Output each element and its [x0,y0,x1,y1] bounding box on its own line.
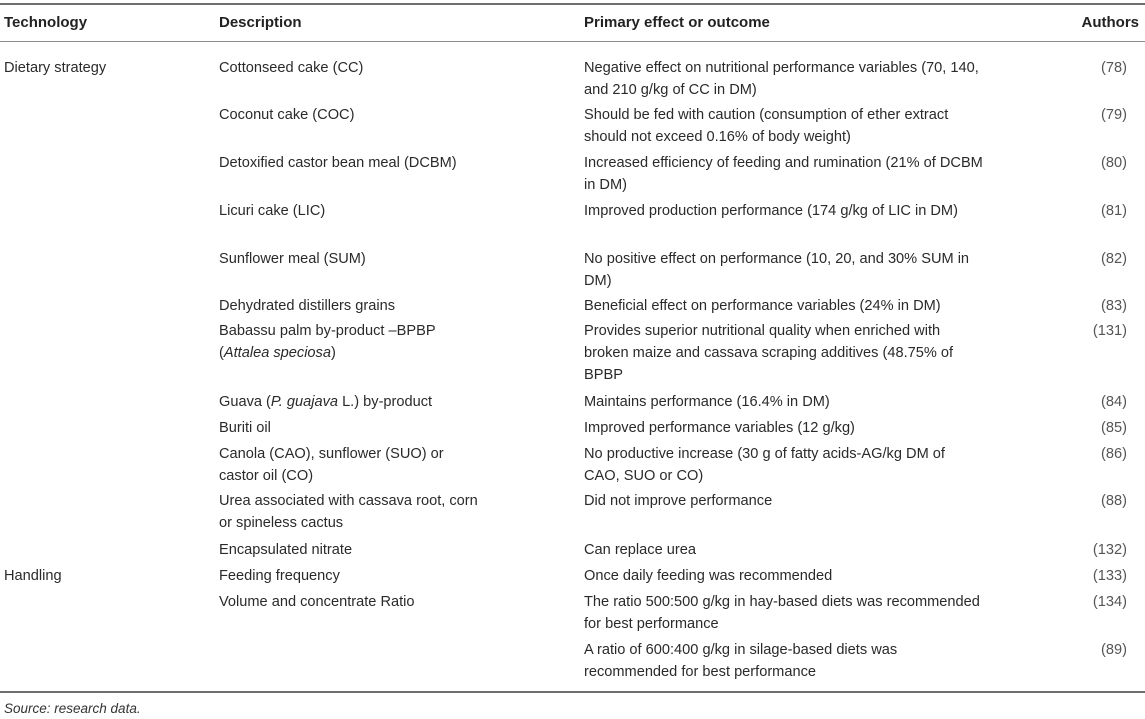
row-13-description: Volume and concentrate Ratio [219,594,415,610]
row-13-effect: The ratio 500:500 g/kg in hay-based diets was recommended for best performance [584,594,980,632]
row-3-author: (81) [1101,203,1127,219]
row-1-author: (79) [1101,107,1127,123]
row-6-description-species: Attalea speciosa [223,345,331,361]
row-6-author: (131) [1092,323,1127,339]
row-1-description: Coconut cake (COC) [219,107,355,123]
row-6-description-main: Babassu palm by-product –BPBP [219,323,436,339]
row-12-author: (133) [1092,568,1127,584]
row-3-effect: Improved production performance (174 g/kg of LIC in DM) [584,203,958,219]
row-8-effect: Improved performance variables (12 g/kg) [584,420,855,436]
row-12-description: Feeding frequency [219,568,340,584]
row-7-effect: Maintains performance (16.4% in DM) [584,394,830,410]
row-0-description: Cottonseed cake (CC) [219,60,364,76]
row-8-description: Buriti oil [219,420,271,436]
header-description: Description [219,14,302,31]
row-9-author: (86) [1101,446,1127,462]
row-9-effect: No productive increase (30 g of fatty acids-AG/kg DM of CAO, SUO or CO) [584,446,945,484]
row-14-effect: A ratio of 600:400 g/kg in silage-based diets was recommended for best performance [584,642,898,680]
table-bottom-rule [0,691,1145,693]
row-2-effect: Increased efficiency of feeding and rumination (21% of DCBM in DM) [584,155,983,193]
row-11-effect: Can replace urea [584,542,696,558]
header-rule [0,41,1145,42]
row-0-author: (78) [1101,60,1127,76]
row-4-effect: No positive effect on performance (10, 20, and 30% SUM in DM) [584,251,970,289]
row-0-technology: Dietary strategy [4,60,107,76]
row-12-technology: Handling [4,568,62,584]
row-6-effect: Provides superior nutritional quality when enriched with broken maize and cassava scraping additives (48.75% of BPBP [584,323,954,383]
row-11-author: (132) [1092,542,1127,558]
row-5-effect: Beneficial effect on performance variables (24% in DM) [584,298,941,314]
header-effect: Primary effect or outcome [584,14,770,31]
header-authors: Authors [1081,14,1139,31]
row-7-description-c: L.) by-product [338,394,433,410]
row-4-description: Sunflower meal (SUM) [219,251,366,267]
row-7-description [219,391,569,413]
row-7-author: (84) [1101,394,1127,410]
row-10-author: (88) [1101,493,1127,509]
row-4-author: (82) [1101,251,1127,267]
row-5-author: (83) [1101,298,1127,314]
row-0-effect: Negative effect on nutritional performance variables (70, 140, and 210 g/kg of CC in DM) [584,60,979,98]
row-11-description: Encapsulated nitrate [219,542,353,558]
row-6-description: Babassu palm by-product –BPBP (Attalea speciosa) [219,323,436,361]
table-top-rule [0,3,1145,5]
row-10-effect: Did not improve performance [584,493,773,509]
row-5-description: Dehydrated distillers grains [219,298,396,314]
row-7-description-species: P. guajava [270,394,339,410]
row-2-description: Detoxified castor bean meal (DCBM) [219,155,457,171]
row-13-author: (134) [1092,594,1127,610]
row-7-description-a: Guava ( [219,394,271,410]
row-1-effect: Should be fed with caution (consumption of ether extract should not exceed 0.16% of body weight) [584,107,949,145]
row-14-author: (89) [1101,642,1127,658]
row-10-description: Urea associated with cassava root, corn or spineless cactus [219,493,478,531]
row-8-author: (85) [1101,420,1127,436]
row-12-effect: Once daily feeding was recommended [584,568,833,584]
row-2-author: (80) [1101,155,1127,171]
row-9-description: Canola (CAO), sunflower (SUO) or castor oil (CO) [219,446,444,484]
table-footnote: Source: research data. [4,701,141,716]
header-technology: Technology [4,14,88,31]
row-3-description: Licuri cake (LIC) [219,203,326,219]
